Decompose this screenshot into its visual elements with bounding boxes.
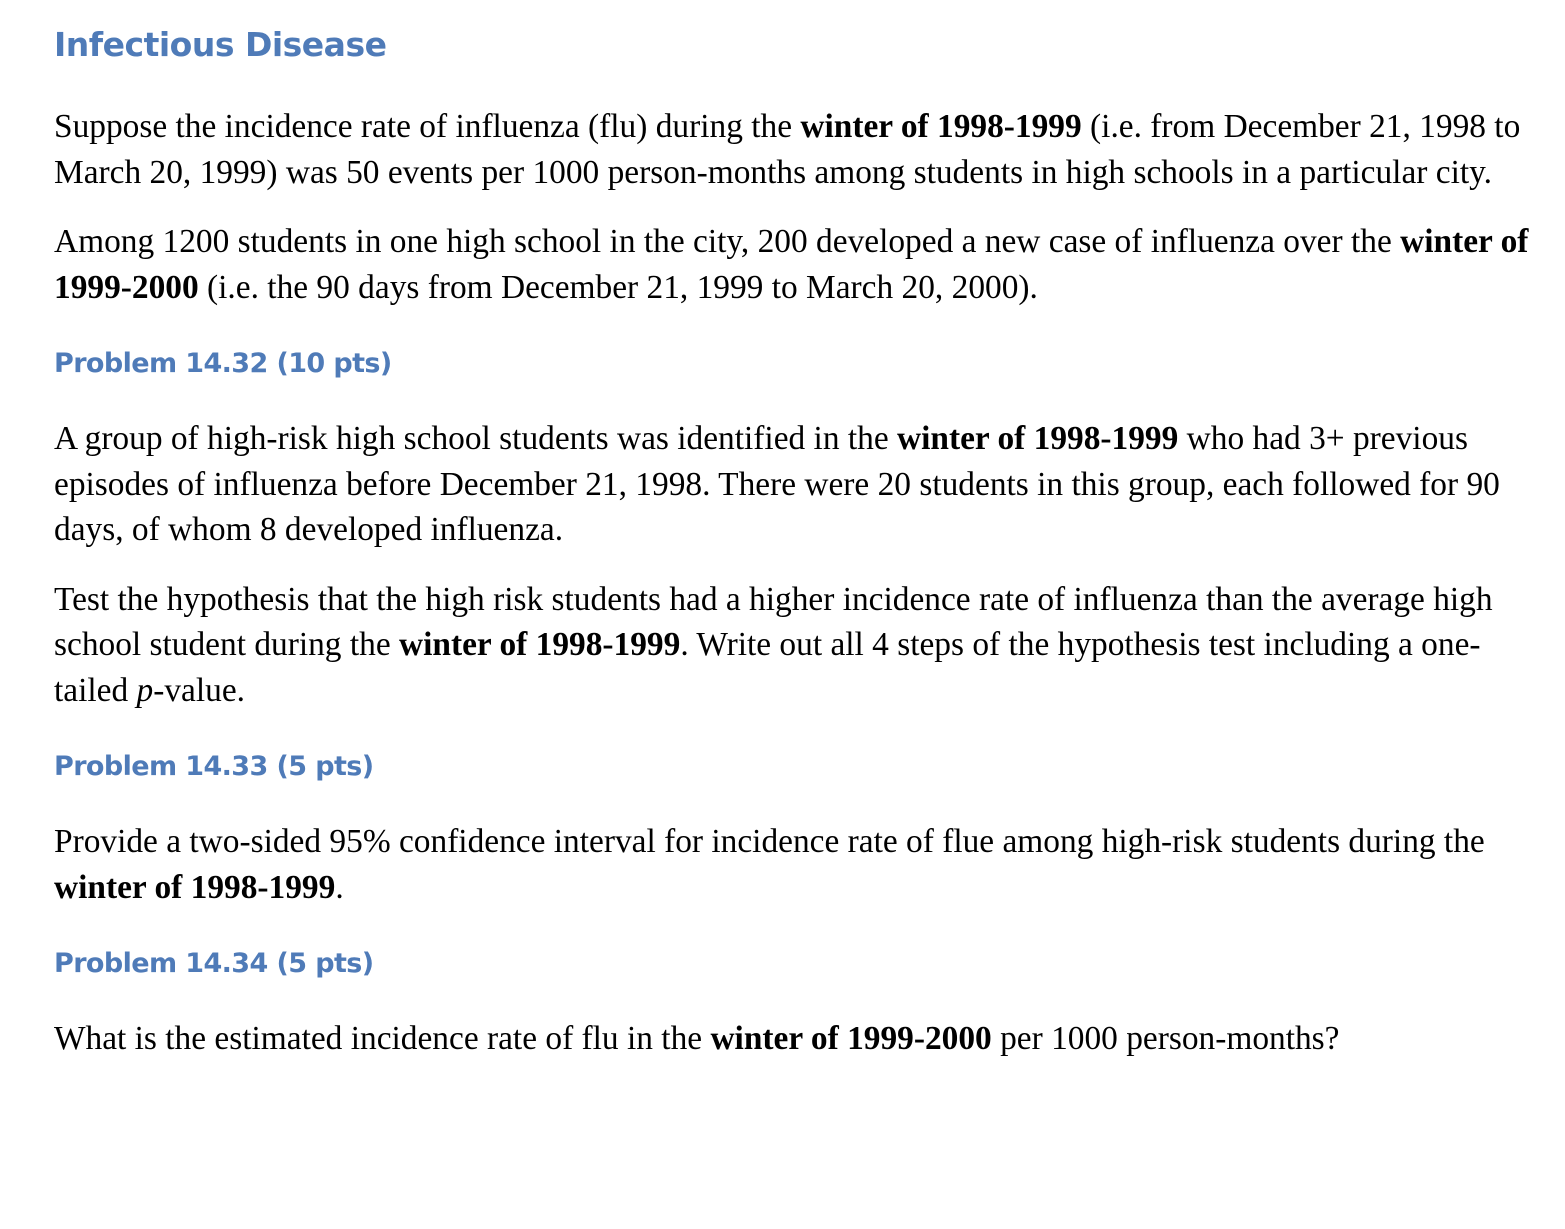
p1432-p2-text-d: -value. [153,671,245,709]
p1432-p2-text-c: . Write out all 4 steps of the hypothesis test including a one-tailed [54,626,1481,709]
document-page [54,22,1554,1086]
p1432-p1-bold: winter of 1998-1999 [897,420,1179,457]
p1433-p1-text-a: Provide a two-sided 95% confidence interval for incidence rate of flue among high-risk students during the [54,823,1485,860]
intro-paragraph-1 [54,104,1554,195]
problem-14-32-paragraph-2 [54,577,1554,714]
p1432-p2-text-a: Test the hypothesis that the high risk students had a higher incidence rate of influenza than the average high school student during the [54,580,1493,663]
problem-14-34-paragraph-1 [54,1016,1554,1062]
p1432-p1-text-a: A group of high-risk high school students was identified in the [54,420,898,457]
problem-14-32-paragraph-1 [54,416,1554,553]
intro-p1-text-a: Suppose the incidence rate of influenza (flu) during the [54,108,801,145]
section-heading: Infectious Disease [54,25,387,64]
p1433-p1-bold: winter of 1998-1999 [54,868,336,906]
intro-p2-text-c: (i.e. the 90 days from December 21, 1999 to March 20, 2000). [198,268,1038,306]
p1434-p1-text-c: per 1000 person-months? [991,1020,1340,1057]
intro-p2-bold: winter of 1999-2000 [54,223,1529,306]
intro-p1-text-c: (i.e. from December 21, 1998 to March 20, 1999) was 50 events per 1000 person-months among students in high schools in a particular city. [54,108,1521,191]
p1434-p1-bold: winter of 1999-2000 [710,1020,992,1057]
intro-paragraph-2 [54,219,1554,310]
p1433-p1-text-c: . [335,868,344,906]
problem-14-32-heading: Problem 14.32 (10 pts) [54,348,392,379]
p1432-p1-text-c: who had 3+ previous episodes of influenza before December 21, 1998. There were 20 students in this group, each followed for 90 days, of whom 8 developed influenza. [54,420,1500,548]
p1434-p1-text-a: What is the estimated incidence rate of flu in the [54,1020,711,1057]
p1432-p2-bold: winter of 1998-1999 [399,626,681,663]
problem-14-33-heading: Problem 14.33 (5 pts) [54,751,374,782]
p-value-italic: p [136,671,154,709]
problem-14-34-heading: Problem 14.34 (5 pts) [54,948,374,979]
intro-p2-text-a: Among 1200 students in one high school in the city, 200 developed a new case of influenza over the [54,223,1401,260]
problem-14-33-paragraph-1 [54,819,1554,910]
intro-p1-bold: winter of 1998-1999 [800,108,1082,145]
